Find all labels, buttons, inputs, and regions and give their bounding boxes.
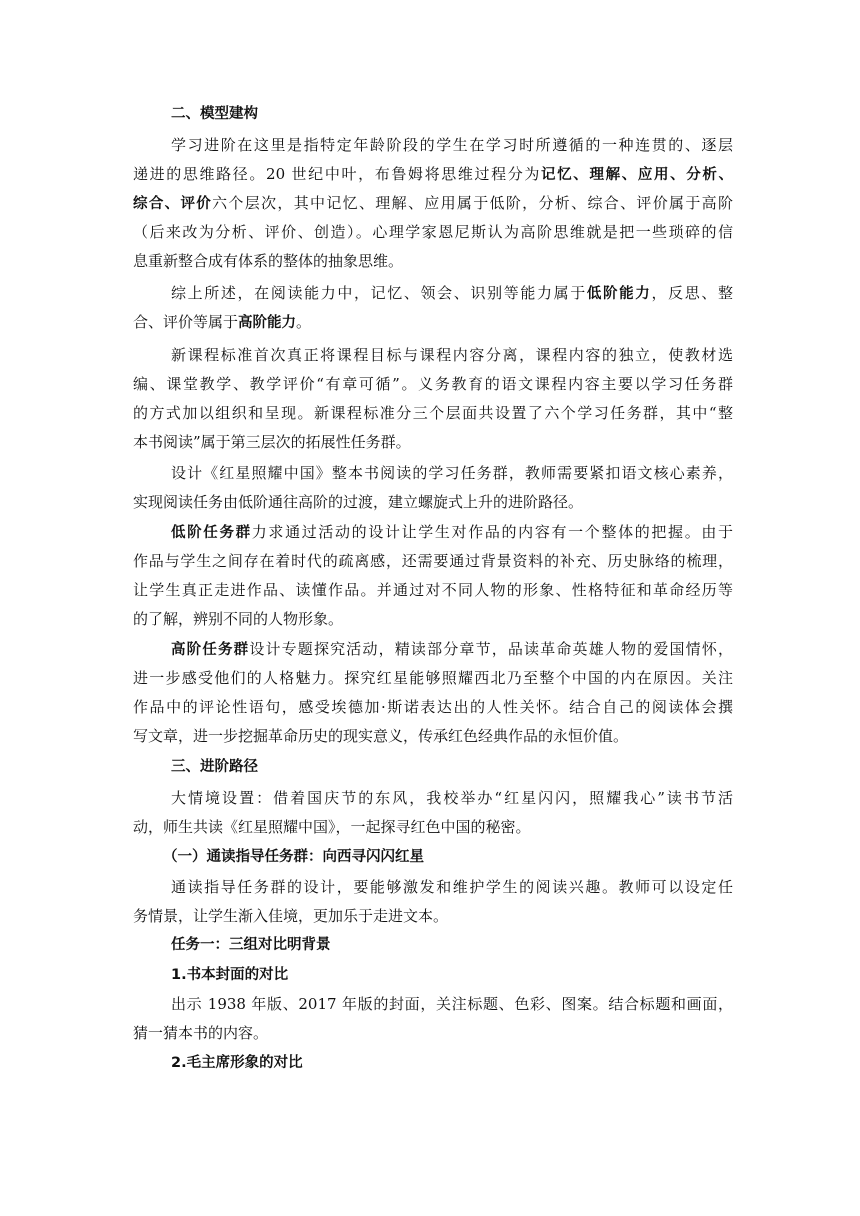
text-span: 综上所述，在阅读能力中，记忆、领会、识别等能力属于 bbox=[171, 284, 587, 302]
paragraph-context bbox=[133, 784, 733, 842]
text-line: 新课程标准首次真正将课程目标与课程内容分离，课程内容的独立，使教材选 bbox=[171, 346, 733, 364]
text-line: 实现阅读任务由低阶通往高阶的过渡，建立螺旋式上升的进阶路径。 bbox=[133, 493, 584, 511]
item-1-heading: 1.书本封面的对比 bbox=[171, 967, 289, 983]
text-line: 猜一猜本书的内容。 bbox=[133, 1024, 269, 1042]
paragraph-high-order-tasks bbox=[133, 635, 733, 751]
bold-term: 综合、评价 bbox=[133, 196, 213, 212]
task-heading bbox=[133, 931, 733, 960]
section-heading-model bbox=[133, 100, 733, 129]
task-1-heading: 任务一：三组对比明背景 bbox=[171, 937, 331, 953]
text-line bbox=[133, 308, 733, 337]
subsection-heading bbox=[133, 843, 733, 872]
section-3-heading: 三、进阶路径 bbox=[171, 759, 258, 775]
text-line bbox=[133, 189, 733, 218]
text-line: 进一步感受他们的人格魅力。探究红星能够照耀西北乃至整个中国的内在原因。关注 bbox=[133, 669, 733, 687]
text-line bbox=[133, 279, 733, 308]
text-line: 动，师生共读《红星照耀中国》，一起探寻红色中国的秘密。 bbox=[133, 818, 531, 836]
text-line: 学习进阶在这里是指特定年龄阶段的学生在学习时所遵循的一种连贯的、逐层 bbox=[171, 136, 733, 154]
subsection-1-heading: （一）通读指导任务群：向西寻闪闪红星 bbox=[163, 849, 424, 865]
paragraph-reading-guide bbox=[133, 873, 733, 931]
text-line bbox=[133, 160, 733, 189]
text-span: 六个层次，其中记忆、理解、应用属于低阶，分析、综合、评价属于高阶 bbox=[212, 194, 734, 212]
text-line: 通读指导任务群的设计，要能够激发和维护学生的阅读兴趣。教师可以设定任 bbox=[171, 878, 733, 896]
item-heading bbox=[133, 961, 733, 990]
paragraph-low-order-tasks bbox=[133, 518, 733, 634]
paragraph-task-design bbox=[133, 459, 733, 517]
text-line bbox=[133, 635, 733, 664]
bold-term: 高阶能力 bbox=[238, 315, 297, 331]
bold-term: 低阶任务群 bbox=[171, 525, 252, 541]
bold-term: 低阶能力 bbox=[586, 286, 652, 302]
paragraph-cover-compare bbox=[133, 990, 733, 1048]
text-line: 的了解，辨别不同的人物形象。 bbox=[133, 610, 344, 628]
text-line: 出示 1938 年版、2017 年版的封面，关注标题、色彩、图案。结合标题和画面， bbox=[171, 995, 733, 1013]
text-line bbox=[133, 518, 733, 547]
section-2-heading: 二、模型建构 bbox=[171, 106, 258, 122]
item-heading bbox=[133, 1049, 733, 1078]
paragraph-learning-progression bbox=[133, 131, 733, 276]
bold-term: 记忆、理解、应用、分析、 bbox=[541, 167, 734, 183]
bold-term: 高阶任务群 bbox=[171, 642, 250, 658]
paragraph-curriculum-standard bbox=[133, 341, 733, 457]
text-line: 写文章，进一步挖掘革命历史的现实意义，传承红色经典作品的永恒价值。 bbox=[133, 727, 629, 745]
text-span: ，反思、整 bbox=[651, 284, 733, 302]
text-line: 息重新整合成有体系的整体的抽象思维。 bbox=[133, 252, 404, 270]
text-line: 作品与学生之间存在着时代的疏离感，还需要通过背景资料的补充、历史脉络的梳理， bbox=[133, 552, 733, 570]
item-2-heading: 2.毛主席形象的对比 bbox=[171, 1055, 303, 1071]
text-line: 让学生真正走进作品、读懂作品。并通过对不同人物的形象、性格特征和革命经历等 bbox=[133, 581, 733, 599]
text-span: 。 bbox=[296, 313, 312, 331]
text-line: 编、课堂教学、教学评价“有章可循”。义务教育的语文课程内容主要以学习任务群 bbox=[133, 375, 733, 393]
text-line: 作品中的评论性语句，感受埃德加·斯诺表达出的人性关怀。结合自己的阅读体会撰 bbox=[133, 698, 733, 716]
text-line: （后来改为分析、评价、创造）。心理学家恩尼斯认为高阶思维就是把一些琐碎的信 bbox=[133, 223, 733, 241]
text-line: 的方式加以组织和呈现。新课程标准分三个层面共设置了六个学习任务群，其中“整 bbox=[133, 404, 733, 422]
text-span: 力求通过活动的设计让学生对作品的内容有一个整体的把握。由于 bbox=[251, 523, 733, 541]
text-span: 设计专题探究活动，精读部分章节，品读革命英雄人物的爱国情怀， bbox=[249, 640, 733, 658]
text-line: 设计《红星照耀中国》整本书阅读的学习任务群，教师需要紧扣语文核心素养， bbox=[171, 464, 733, 482]
paragraph-summary bbox=[133, 279, 733, 337]
text-span: 递进的思维路径。20 世纪中叶，布鲁姆将思维过程分为 bbox=[133, 165, 542, 183]
text-line: 务情景，让学生渐入佳境，更加乐于走进文本。 bbox=[133, 907, 449, 925]
text-span: 合、评价等属于 bbox=[133, 313, 239, 331]
text-line: 本书阅读”属于第三层次的拓展性任务群。 bbox=[133, 433, 411, 451]
text-line: 大情境设置：借着国庆节的东风，我校举办“红星闪闪，照耀我心”读书节活 bbox=[171, 789, 733, 807]
section-heading-path bbox=[133, 753, 733, 782]
